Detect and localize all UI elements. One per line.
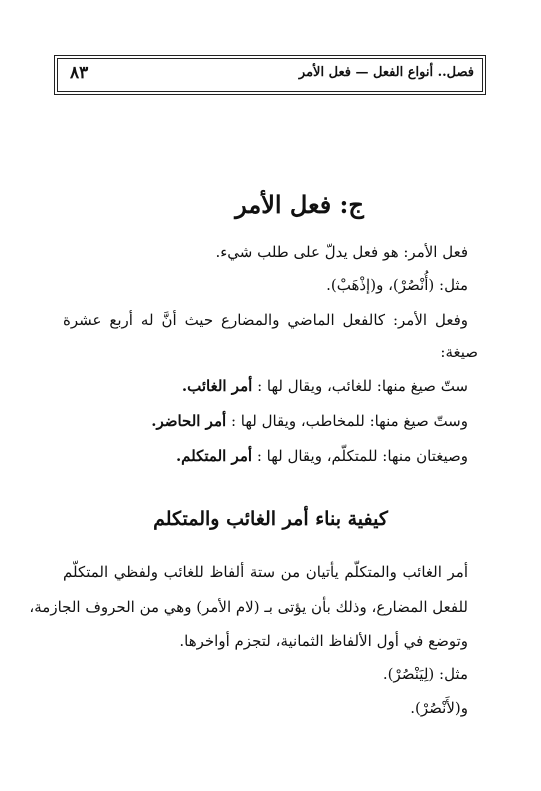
section-heading-construction: كيفية بناء أمر الغائب والمتكلم xyxy=(153,508,388,530)
header-title: فصل.. أنواع الفعل — فعل الأمر xyxy=(298,65,474,80)
page-number: ٨٣ xyxy=(70,63,89,83)
example-line: مثل: (أُنْصُرْ)، و(إذْهَبْ). xyxy=(326,276,468,294)
paragraph-line-2: للفعل المضارع، وذلك بأن يؤتى بـ (لام الأمر) وهي من الحروف الجازمة، xyxy=(29,598,468,616)
form-item-absent-text: ستّ صيغ منها: للغائب، ويقال لها : xyxy=(257,377,468,395)
section-heading-imperative: ج: فعل الأمر xyxy=(235,190,364,219)
form-item-speaker-text: وصيغتان منها: للمتكلّم، ويقال لها : xyxy=(256,447,468,465)
form-item-present-term: أمر الحاضر. xyxy=(151,412,227,430)
form-item-speaker-term: أمر المتكلم. xyxy=(175,447,253,465)
example-line-1: مثل: (لِيَنْصُرْ). xyxy=(382,665,468,683)
paragraph-line-3: وتوضع في أول الألفاظ الثمانية، لتجزم أواخرها. xyxy=(179,632,468,650)
form-item-present xyxy=(151,412,468,430)
form-item-absent xyxy=(182,377,468,395)
page-header xyxy=(57,58,483,92)
example-line-2: و(لأَنْصُرْ). xyxy=(410,699,468,717)
forms-word-line: صيغة: xyxy=(440,343,478,361)
forms-count-line: وفعل الأمر: كالفعل الماضي والمضارع حيث أنَّ له أربع عشرة xyxy=(63,311,468,329)
form-item-present-text: وستّ صيغ منها: للمخاطب، ويقال لها : xyxy=(230,412,468,430)
form-item-speaker xyxy=(176,447,468,465)
form-item-absent-term: أمر الغائب. xyxy=(181,377,253,395)
definition-line: فعل الأمر: هو فعل يدلّ على طلب شيء. xyxy=(215,243,468,261)
paragraph-line-1: أمر الغائب والمتكلّم يأتيان من ستة ألفاظ للغائب ولفظي المتكلّم xyxy=(63,563,468,581)
